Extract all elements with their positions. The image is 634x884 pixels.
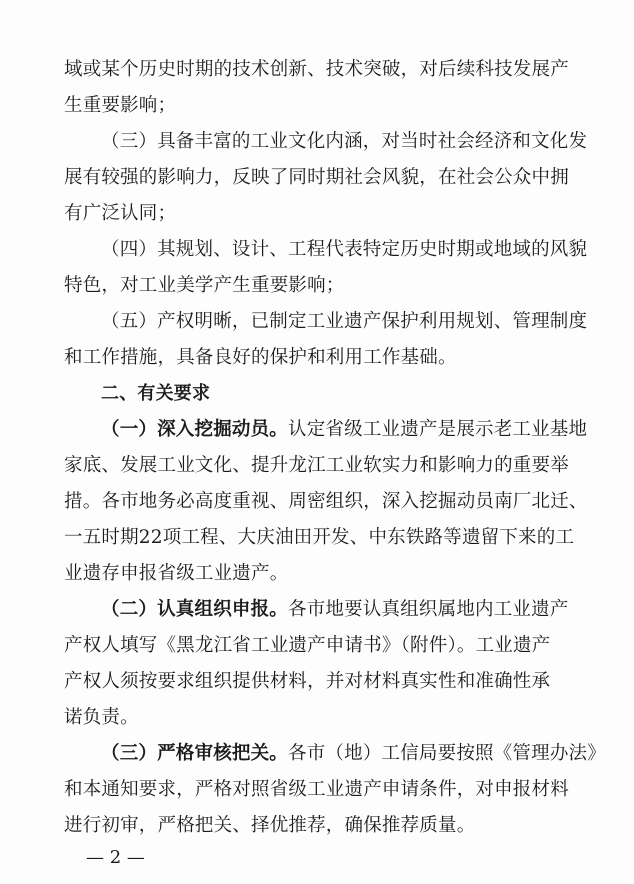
requirement-one-line [101,418,587,442]
line-text: 进行初审，严格把关、择优推荐，确保推荐质量。 [64,815,476,836]
body-line [64,778,569,802]
line-text: 和本通知要求，严格对照省级工业遗产申请条件，对申报材料 [64,779,569,800]
heading-text: 二、有关要求 [101,383,211,404]
requirement-lead: （二）认真组织申报。 [101,599,289,620]
body-line [64,634,550,658]
line-text: 各市（地）工信局要按照《管理办法》 [288,743,606,764]
body-line [64,670,550,694]
page-number: — 2 — [86,847,145,868]
line-text: 产权人填写《黑龙江省工业遗产申请书》（附件）。工业遗产 [64,635,551,656]
requirement-two-line [101,598,569,622]
body-line [64,94,176,118]
line-text: 展有较强的影响力，反映了同时期社会风貌，在社会公众中拥 [64,167,569,188]
line-text: 特色，对工业美学产生重要影响； [64,275,345,296]
requirement-lead: （一）深入挖掘动员。 [101,419,289,440]
body-line [64,490,588,514]
line-text: （五）产权明晰，已制定工业遗产保护利用规划、管理制度 [101,311,588,332]
item-four-line [101,238,587,262]
section-heading [101,382,210,406]
item-five-line [101,310,587,334]
line-text: 和工作措施，具备良好的保护和利用工作基础。 [64,347,457,368]
line-text: 域或某个历史时期的技术创新、技术突破，对后续科技发展产 [64,59,569,80]
body-line [64,562,288,586]
body-line [64,58,569,82]
line-text: 有广泛认同； [64,203,177,224]
body-line [64,814,475,838]
body-line [64,274,345,298]
line-text: 各市地要认真组织属地内工业遗产 [288,599,569,620]
body-line [64,166,569,190]
body-line [64,706,139,730]
body-line [64,526,574,550]
line-text: 业遗存申报省级工业遗产。 [64,563,289,584]
body-line [64,346,457,370]
requirement-three-line [101,742,606,766]
line-text: 措。各市地务必高度重视、周密组织，深入挖掘动员南厂北迁、 [64,491,588,512]
item-three-line [101,130,587,154]
line-text: 一五时期22项工程、大庆油田开发、中东铁路等遗留下来的工 [64,527,575,548]
line-text: （三）具备丰富的工业文化内涵，对当时社会经济和文化发 [101,131,588,152]
line-text: 认定省级工业遗产是展示老工业基地 [288,419,588,440]
line-text: 家底、发展工业文化、提升龙江工业软实力和影响力的重要举 [64,455,569,476]
line-text: （四）其规划、设计、工程代表特定历史时期或地域的风貌 [101,239,588,260]
requirement-lead: （三）严格审核把关。 [101,743,289,764]
line-text: 产权人须按要求组织提供材料，并对材料真实性和准确性承 [64,671,551,692]
line-text: 诺负责。 [64,707,139,728]
body-line [64,202,176,226]
line-text: 生重要影响； [64,95,177,116]
body-line [64,454,569,478]
